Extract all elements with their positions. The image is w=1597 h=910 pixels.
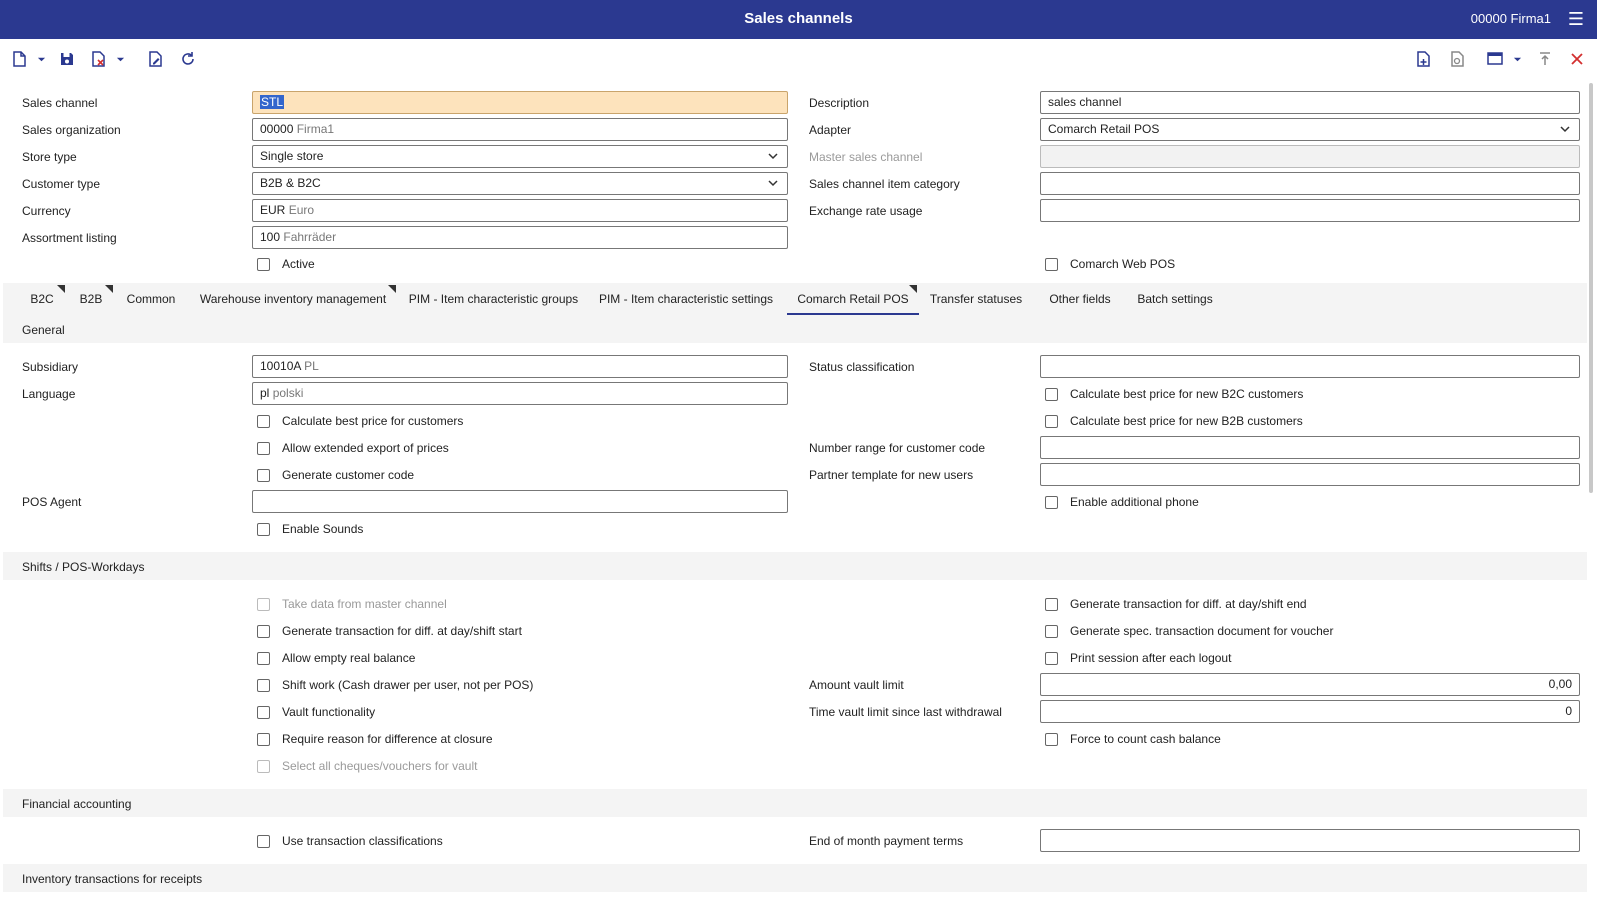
- generate-customer-code-checkbox[interactable]: Generate customer code: [257, 468, 414, 482]
- best-price-b2b-checkbox[interactable]: Calculate best price for new B2B customers: [1045, 414, 1303, 428]
- chevron-down-icon: [767, 177, 779, 189]
- tab-other-fields[interactable]: Other fields: [1049, 292, 1111, 306]
- time-vault-input[interactable]: 0: [1040, 700, 1580, 723]
- new-dropdown-chevron-icon[interactable]: [35, 48, 47, 70]
- financial-section-header: Financial accounting: [3, 789, 1587, 817]
- subsidiary-label: Subsidiary: [22, 360, 79, 374]
- take-data-master-checkbox: Take data from master channel: [257, 597, 447, 611]
- tab-batch-settings[interactable]: Batch settings: [1137, 292, 1213, 306]
- best-price-b2c-checkbox[interactable]: Calculate best price for new B2C customers: [1045, 387, 1303, 401]
- general-section-header: General: [3, 315, 1587, 343]
- item-category-input[interactable]: [1040, 172, 1580, 195]
- end-of-month-input[interactable]: [1040, 829, 1580, 852]
- chevron-down-icon: [1559, 123, 1571, 135]
- select-cheques-checkbox: Select all cheques/vouchers for vault: [257, 759, 477, 773]
- new-record-icon[interactable]: [1412, 48, 1434, 70]
- master-sales-channel-label: Master sales channel: [809, 150, 923, 164]
- pos-agent-input[interactable]: [252, 490, 788, 513]
- empty-balance-checkbox[interactable]: Allow empty real balance: [257, 651, 415, 665]
- tab-bar: [3, 283, 1587, 315]
- currency-label: Currency: [22, 204, 71, 218]
- sales-organization-input[interactable]: 00000 Firma1: [252, 118, 788, 141]
- page-title: Sales channels: [744, 10, 853, 27]
- assortment-input[interactable]: 100 Fahrräder: [252, 226, 788, 249]
- partner-template-input[interactable]: [1040, 463, 1580, 486]
- close-icon[interactable]: [1566, 48, 1588, 70]
- number-range-label: Number range for customer code: [809, 441, 986, 455]
- user-info[interactable]: 00000 Firma1: [1470, 11, 1551, 26]
- currency-input[interactable]: EUR Euro: [252, 199, 788, 222]
- sales-channel-label: Sales channel: [22, 96, 98, 110]
- refresh-icon[interactable]: [177, 48, 199, 70]
- tab-b2c[interactable]: B2C: [17, 283, 67, 315]
- tab-pim-settings[interactable]: PIM - Item characteristic settings: [598, 292, 774, 306]
- status-classification-input[interactable]: [1040, 355, 1580, 378]
- pos-agent-label: POS Agent: [22, 495, 82, 509]
- adapter-label: Adapter: [809, 123, 852, 137]
- active-checkbox[interactable]: Active: [257, 257, 315, 271]
- subsidiary-input[interactable]: 10010A PL: [252, 355, 788, 378]
- form-content: [3, 79, 1587, 910]
- hamburger-menu-icon[interactable]: ☰: [1567, 9, 1585, 29]
- discard-dropdown-chevron-icon[interactable]: [114, 48, 126, 70]
- preview-document-icon[interactable]: [1446, 48, 1468, 70]
- require-reason-checkbox[interactable]: Require reason for difference at closure: [257, 732, 493, 746]
- best-price-customers-checkbox[interactable]: Calculate best price for customers: [257, 414, 463, 428]
- tab-common[interactable]: Common: [126, 292, 176, 306]
- save-icon[interactable]: [56, 48, 78, 70]
- tab-comarch-retail-pos[interactable]: Comarch Retail POS: [787, 283, 919, 315]
- customer-type-label: Customer type: [22, 177, 101, 191]
- vertical-scrollbar[interactable]: [1589, 83, 1593, 493]
- discard-icon[interactable]: [87, 48, 109, 70]
- gen-diff-end-checkbox[interactable]: Generate transaction for diff. at day/shift end: [1045, 597, 1307, 611]
- description-label: Description: [809, 96, 870, 110]
- shift-work-checkbox[interactable]: Shift work (Cash drawer per user, not per POS): [257, 678, 533, 692]
- sales-organization-label: Sales organization: [22, 123, 121, 137]
- exchange-rate-input[interactable]: [1040, 199, 1580, 222]
- title-bar: [0, 0, 1597, 39]
- master-sales-channel-input: [1040, 145, 1580, 168]
- item-category-label: Sales channel item category: [809, 177, 960, 191]
- exchange-rate-label: Exchange rate usage: [809, 204, 923, 218]
- print-session-checkbox[interactable]: Print session after each logout: [1045, 651, 1231, 665]
- toolbar: [0, 39, 1597, 79]
- new-document-icon[interactable]: [8, 48, 30, 70]
- description-input[interactable]: sales channel: [1040, 91, 1580, 114]
- enable-sounds-checkbox[interactable]: Enable Sounds: [257, 522, 363, 536]
- vault-functionality-checkbox[interactable]: Vault functionality: [257, 705, 375, 719]
- additional-phone-checkbox[interactable]: Enable additional phone: [1045, 495, 1199, 509]
- end-of-month-label: End of month payment terms: [809, 834, 964, 848]
- inventory-section-header: Inventory transactions for receipts: [3, 864, 1587, 892]
- language-label: Language: [22, 387, 76, 401]
- vault-limit-label: Amount vault limit: [809, 678, 904, 692]
- sales-channel-input[interactable]: STL: [252, 91, 788, 114]
- gen-diff-start-checkbox[interactable]: Generate transaction for diff. at day/shift start: [257, 624, 522, 638]
- tab-pim-groups[interactable]: PIM - Item characteristic groups: [408, 292, 579, 306]
- web-pos-checkbox[interactable]: Comarch Web POS: [1045, 257, 1175, 271]
- number-range-input[interactable]: [1040, 436, 1580, 459]
- layout-dropdown-chevron-icon[interactable]: [1511, 48, 1523, 70]
- shifts-section-header: Shifts / POS-Workdays: [3, 552, 1587, 580]
- vault-limit-input[interactable]: 0,00: [1040, 673, 1580, 696]
- edit-document-icon[interactable]: [144, 48, 166, 70]
- language-input[interactable]: pl polski: [252, 382, 788, 405]
- tab-warehouse-inventory[interactable]: Warehouse inventory management: [188, 283, 398, 315]
- status-classification-label: Status classification: [809, 360, 915, 374]
- time-vault-label: Time vault limit since last withdrawal: [809, 705, 1002, 719]
- customer-type-select[interactable]: B2B & B2C: [252, 172, 788, 195]
- tab-b2b[interactable]: B2B: [67, 283, 115, 315]
- partner-template-label: Partner template for new users: [809, 468, 974, 482]
- use-classifications-checkbox[interactable]: Use transaction classifications: [257, 834, 443, 848]
- assortment-label: Assortment listing: [22, 231, 117, 245]
- extended-export-checkbox[interactable]: Allow extended export of prices: [257, 441, 449, 455]
- store-type-label: Store type: [22, 150, 77, 164]
- tab-transfer-statuses[interactable]: Transfer statuses: [929, 292, 1023, 306]
- adapter-select[interactable]: Comarch Retail POS: [1040, 118, 1580, 141]
- store-type-select[interactable]: Single store: [252, 145, 788, 168]
- chevron-down-icon: [767, 150, 779, 162]
- gen-voucher-checkbox[interactable]: Generate spec. transaction document for voucher: [1045, 624, 1333, 638]
- window-layout-icon[interactable]: [1484, 48, 1506, 70]
- force-count-checkbox[interactable]: Force to count cash balance: [1045, 732, 1221, 746]
- collapse-icon[interactable]: [1534, 48, 1556, 70]
